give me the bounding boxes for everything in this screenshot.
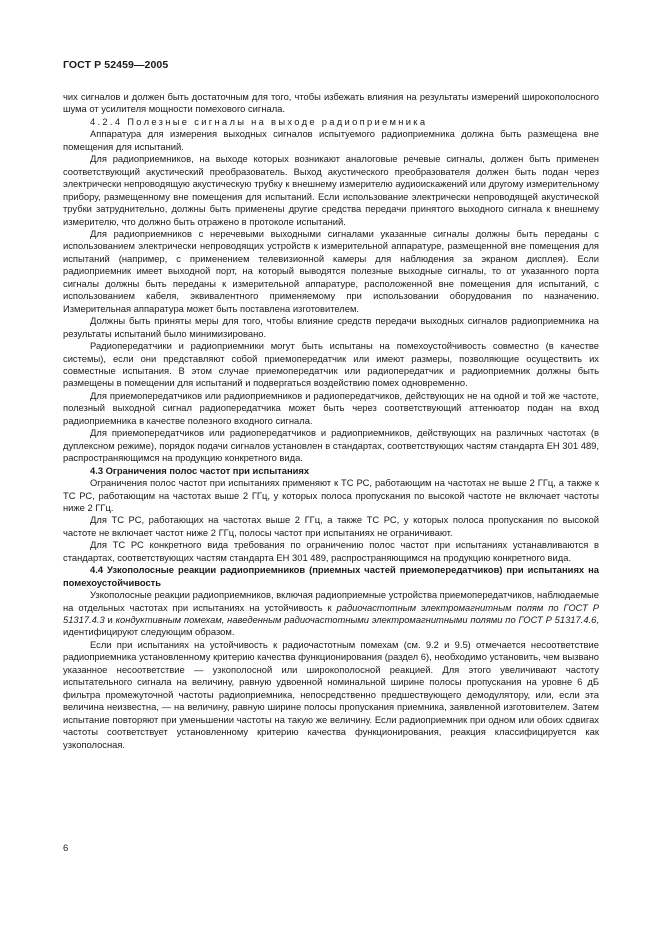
italic-reference: кондуктивным помехам, наведенным радиочастотными электромагнитными полями по ГОСТ Р 51317.4.6 — [115, 614, 597, 626]
section-heading-4-3: 4.3 Ограничения полос частот при испытаниях — [90, 464, 310, 476]
section-heading-4-4: 4.4 Узкополосные реакции радиоприемников (приемных частей приемопередатчиков) при испытаниях на помехоустойчивость — [63, 564, 599, 588]
paragraph: Радиопередатчики и радиоприемники могут быть испытаны на помехоустойчивость совместно (в качестве системы), если они представляют собой приемопередатчик или имеют размеры, позволяющие осуществить их совместные испытания. В этом случае приемопередатчик или радиопередатчик и радиоприемник должны быть размещены в помещении для испытаний и подвергаться воздействию помех одновременно. — [63, 340, 599, 389]
paragraph: Для ТС РС, работающих на частотах выше 2 ГГц, а также ТС РС, у которых полоса пропускания по высокой частоте не включает частот ниже 2 ГГц, полосы частот при испытаниях не ограничивают. — [63, 514, 599, 538]
paragraph-continuation: чих сигналов и должен быть достаточным для того, чтобы избежать влияния на результаты измерений широкополосного шума от усилителя мощности помехового сигнала. — [63, 91, 599, 115]
document-body — [63, 91, 599, 751]
paragraph: Если при испытаниях на устойчивость к радиочастотным помехам (см. 9.2 и 9.5) отмечается несоответствие радиоприемника установленному критерию качества функционирования (раздел 6), необходимо установить, чем вызвано указанное несоответствие — узкополосной или широкополосной реакцией. Для этого увеличивают частоту испытательного сигнала на величину, равную удвоенной номинальной ширине полосы пропускания на уровне 6 дБ фильтра промежуточной частоты радиоприемника, непосредственно предшествующего демодулятору, или, если эта величина неизвестна, — на величину, равную ширине полосы пропускания приемника, заявленной изготовителем. Затем испытание повторяют при уменьшении частоты на такую же величину. Если радиоприемник при одном или обоих сдвигах частоты соответствует установленному критерию качества функционирования, реакция классифицируется как узкополосная. — [63, 638, 599, 750]
text-run: , идентифицируют следующим образом. — [63, 614, 599, 638]
paragraph-mixed — [63, 589, 599, 639]
section-heading-4-2-4: 4.2.4 Полезные сигналы на выходе радиоприемника — [90, 115, 428, 127]
paragraph: Для радиоприемников, на выходе которых возникают аналоговые речевые сигналы, должен быть применен соответствующий акустический преобразователь. Выход акустического преобразователя должен быть подан через электрически непроводящую акустическую трубку к внешнему измерителю аудиоискажений или другому измерительному прибору, размещенному вне помещения для испытаний. Если использование электрически непроводящей акустической трубки затруднительно, должны быть применены другие средства передачи принятого выходного сигнала к внешнему измерителю, что должно быть отражено в протоколе испытаний. — [63, 153, 599, 227]
paragraph: Для радиоприемников с неречевыми выходными сигналами указанные сигналы должны быть переданы с использованием электрически непроводящих устройств к измерительной аппаратуре, размещенной вне помещения для испытаний (например, с применением телевизионной камеры для наблюдения за экраном дисплея). Если радиоприемник имеет выходной порт, на который выводятся полезные выходные сигналы, то от указанного порта сигналы должны быть переданы к измерительной аппаратуре, расположенной вне помещения для испытаний, с использованием кабеля, эквивалентного применяемому при использовании оборудования по назначению. Измерительная аппаратура может быть поставлена изготовителем. — [63, 227, 599, 314]
paragraph: Для ТС РС конкретного вида требования по ограничению полос частот при испытаниях устанавливаются в стандартах, соответствующих частям стандарта ЕН 301 489, распространяющимся на продукцию конкретного вида. — [63, 539, 599, 563]
paragraph: Ограничения полос частот при испытаниях применяют к ТС РС, работающим на частотах не выше 2 ГГц, а также к ТС РС, работающим на частотах выше 2 ГГц, у которых полоса пропускания по высокой частоте не включает частоты ниже 2 ГГц. — [63, 477, 599, 513]
text-run: Узкополосные реакции радиоприемников, включая радиоприемные устройства приемопередатчиков, наблюдаемые на отдельных частотах при испытаниях на устойчивость к — [63, 589, 599, 613]
paragraph: Аппаратура для измерения выходных сигналов испытуемого радиоприемника должна быть размещена вне помещения для испытаний. — [63, 128, 599, 152]
italic-reference: радиочастотным электромагнитным полям по ГОСТ Р 51317.4.3 — [63, 601, 599, 626]
text-run: и — [104, 614, 116, 626]
document-header: ГОСТ Р 52459—2005 — [63, 59, 169, 71]
paragraph: Должны быть приняты меры для того, чтобы влияние средств передачи выходных сигналов радиоприемника на результаты испытаний было минимизировано. — [63, 315, 599, 339]
page-number: 6 — [63, 843, 69, 854]
paragraph: Для приемопередатчиков или радиоприемников и радиопередатчиков, действующих не на одной и той же частоте, полезный выходной сигнал радиопередатчика может быть через соответствующий аттенюатор подан на вход радиоприемника в качестве полезного входного сигнала. — [63, 389, 599, 426]
paragraph: Для приемопередатчиков или радиопередатчиков и радиоприемников, действующих на различных частотах (в дуплексном режиме), порядок подачи сигналов установлен в стандартах, соответствующих частям стандарта ЕН 301 489, распространяющимся на продукцию конкретного вида. — [63, 427, 599, 464]
